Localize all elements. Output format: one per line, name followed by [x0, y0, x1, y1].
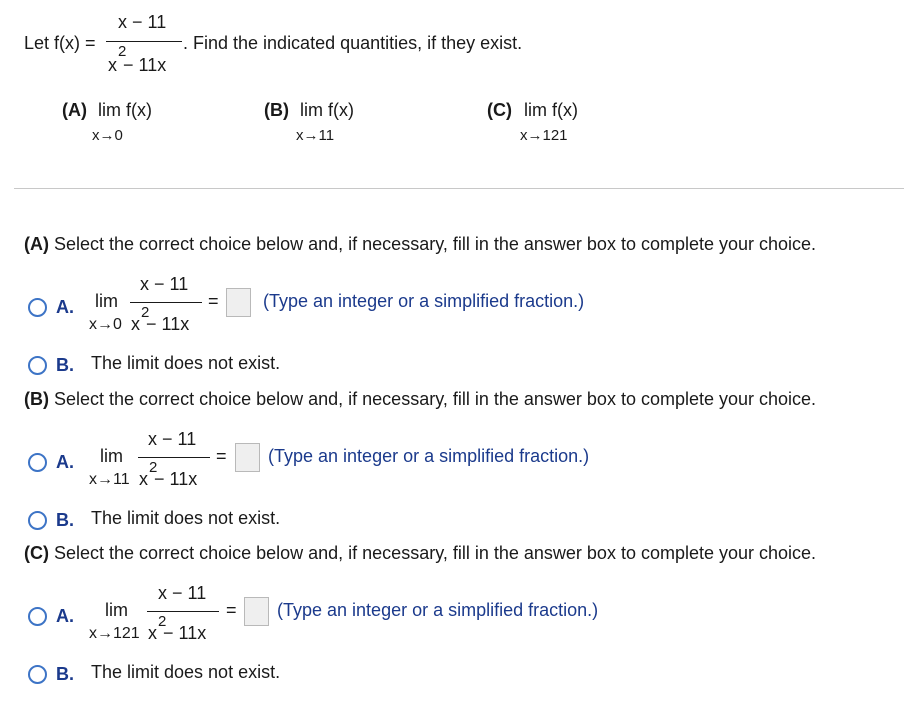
section-a-heading	[24, 234, 816, 255]
section-a-numerator: x − 11	[140, 274, 189, 294]
section-b-heading-label: (B)	[24, 389, 49, 409]
function-numerator: x − 11	[118, 12, 167, 32]
section-b-lim: lim	[100, 446, 123, 466]
section-a-option-a-letter: A.	[56, 297, 74, 317]
part-a-expression: lim f(x)	[98, 100, 152, 120]
section-b-option-b-radio[interactable]	[28, 511, 47, 530]
section-a-fraction-bar	[130, 302, 202, 303]
section-a-option-a-radio[interactable]	[28, 298, 47, 317]
section-c-heading-text: Select the correct choice below and, if necessary, fill in the answer box to complete your choice.	[49, 543, 817, 563]
section-b-option-b-text: The limit does not exist.	[91, 508, 281, 528]
section-a-option-b-radio[interactable]	[28, 356, 47, 375]
section-b-den-rest: − 11x	[154, 469, 198, 489]
section-a-lim-subscript: x→0	[89, 316, 122, 333]
section-c-fraction-bar	[147, 611, 219, 612]
section-c-den-exponent: 2	[158, 613, 167, 630]
section-a-heading-text: Select the correct choice below and, if necessary, fill in the answer box to complete your choice.	[49, 234, 817, 254]
section-b-option-a-letter: A.	[56, 452, 74, 472]
section-a-heading-label: (A)	[24, 234, 49, 254]
part-b-subscript: x→11	[296, 127, 335, 144]
section-b-heading	[24, 389, 816, 410]
part-c-subscript: x→121	[520, 127, 568, 144]
problem-instruction: . Find the indicated quantities, if they exist.	[183, 33, 523, 53]
function-definition-prefix: Let f(x) =	[24, 33, 96, 53]
section-b-answer-box[interactable]	[235, 443, 260, 472]
function-denominator-base: x	[108, 55, 117, 75]
section-a-equals: =	[208, 291, 219, 311]
section-b-numerator: x − 11	[148, 429, 197, 449]
section-b-den-base: x	[139, 469, 148, 489]
section-c-answer-box[interactable]	[244, 597, 269, 626]
section-b-heading-text: Select the correct choice below and, if necessary, fill in the answer box to complete your choice.	[49, 389, 817, 409]
function-denominator-exponent: 2	[118, 43, 127, 60]
section-b-hint: (Type an integer or a simplified fraction.)	[268, 446, 590, 466]
part-a-subscript: x→0	[92, 127, 123, 144]
section-b-lim-subscript: x→11	[89, 471, 130, 488]
part-c-label: (C)	[487, 100, 512, 120]
section-a-lim: lim	[95, 291, 118, 311]
part-b-label: (B)	[264, 100, 289, 120]
section-a-den-base: x	[131, 314, 140, 334]
section-c-option-a-letter: A.	[56, 606, 74, 626]
section-a-den-rest: − 11x	[146, 314, 190, 334]
section-c-equals: =	[226, 600, 237, 620]
section-divider	[14, 188, 904, 189]
part-b-expression: lim f(x)	[300, 100, 354, 120]
section-c-den-base: x	[148, 623, 157, 643]
section-a-option-b-letter: B.	[56, 355, 74, 375]
function-denominator-rest: − 11x	[123, 55, 167, 75]
section-c-den-rest: − 11x	[163, 623, 207, 643]
section-a-option-b-text: The limit does not exist.	[91, 353, 281, 373]
section-b-fraction-bar	[138, 457, 210, 458]
section-b-option-b-letter: B.	[56, 510, 74, 530]
section-c-option-b-letter: B.	[56, 664, 74, 684]
part-a-label: (A)	[62, 100, 87, 120]
section-c-option-a-radio[interactable]	[28, 607, 47, 626]
section-c-heading-label: (C)	[24, 543, 49, 563]
section-c-heading	[24, 543, 816, 564]
section-a-answer-box[interactable]	[226, 288, 251, 317]
section-c-option-b-text: The limit does not exist.	[91, 662, 281, 682]
section-c-lim-subscript: x→121	[89, 625, 140, 642]
section-b-equals: =	[216, 446, 227, 466]
section-b-den-exponent: 2	[149, 459, 158, 476]
section-c-numerator: x − 11	[158, 583, 207, 603]
section-c-option-b-radio[interactable]	[28, 665, 47, 684]
section-a-den-exponent: 2	[141, 304, 150, 321]
section-b-option-a-radio[interactable]	[28, 453, 47, 472]
section-a-hint: (Type an integer or a simplified fraction.)	[263, 291, 585, 311]
section-c-lim: lim	[105, 600, 128, 620]
part-c-expression: lim f(x)	[524, 100, 578, 120]
function-fraction-bar	[106, 41, 182, 42]
section-c-hint: (Type an integer or a simplified fraction.)	[277, 600, 599, 620]
